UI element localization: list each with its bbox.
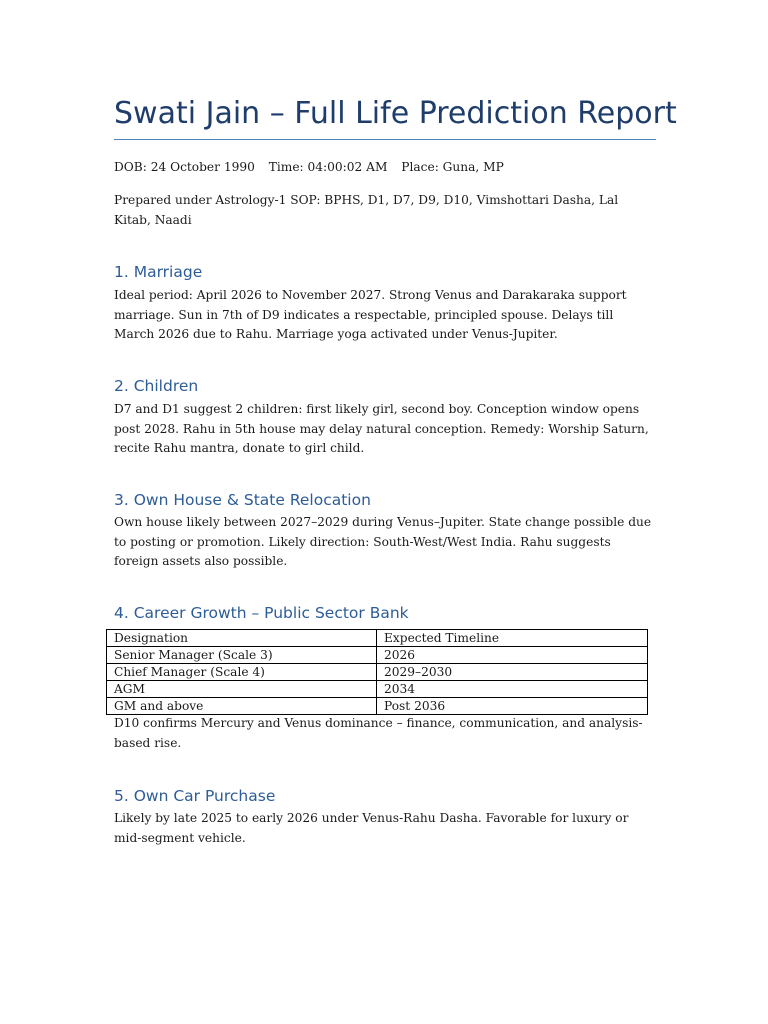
heading-car-purchase: 5. Own Car Purchase [114, 787, 276, 805]
table-cell-timeline: 2034 [377, 681, 648, 698]
career-note: D10 confirms Mercury and Venus dominance – finance, communication, and analysis-based rise. [114, 716, 643, 750]
table-cell-timeline: 2026 [377, 647, 648, 664]
table-header-row [107, 630, 648, 647]
table-cell-designation: Chief Manager (Scale 4) [107, 664, 377, 681]
table-row [107, 664, 648, 681]
table-row [107, 647, 648, 664]
dob-text: DOB: 24 October 1990 [114, 160, 255, 174]
prepared-note: Prepared under Astrology-1 SOP: BPHS, D1, D7, D9, D10, Vimshottari Dasha, Lal Kitab, Naadi [114, 193, 619, 227]
table-cell-designation: Senior Manager (Scale 3) [107, 647, 377, 664]
document-title: Swati Jain – Full Life Prediction Report [114, 96, 677, 131]
table-cell-designation: AGM [107, 681, 377, 698]
table-cell-designation: GM and above [107, 698, 377, 715]
marriage-body: Ideal period: April 2026 to November 2027. Strong Venus and Darakaraka support marriage. Sun in 7th of D9 indicates a respectable, principled spouse. Delays till March 2026 due to Rahu. Marriage yoga activated under Venus-Jupiter. [114, 288, 627, 341]
heading-children: 2. Children [114, 377, 199, 395]
house-body: Own house likely between 2027–2029 during Venus–Jupiter. State change possible due to posting or promotion. Likely direction: South-West/West India. Rahu suggests foreign assets also possible. [114, 515, 652, 568]
birth-details [114, 158, 654, 178]
heading-career: 4. Career Growth – Public Sector Bank [114, 604, 409, 622]
table-row [107, 681, 648, 698]
table-header-timeline: Expected Timeline [377, 630, 648, 647]
title-underline [114, 139, 656, 140]
children-body: D7 and D1 suggest 2 children: first likely girl, second boy. Conception window opens post 2028. Rahu in 5th house may delay natural conception. Remedy: Worship Saturn, recite Rahu mantra, donate to girl child. [114, 402, 649, 455]
heading-marriage: 1. Marriage [114, 263, 203, 281]
table-header-designation: Designation [107, 630, 377, 647]
table-cell-timeline: Post 2036 [377, 698, 648, 715]
time-text: Time: 04:00:02 AM [268, 160, 388, 174]
car-body: Likely by late 2025 to early 2026 under Venus-Rahu Dasha. Favorable for luxury or mid-segment vehicle. [114, 811, 629, 845]
table-row [107, 698, 648, 715]
heading-house-relocation: 3. Own House & State Relocation [114, 491, 371, 509]
place-text: Place: Guna, MP [401, 160, 504, 174]
career-table [106, 629, 648, 715]
table-cell-timeline: 2029–2030 [377, 664, 648, 681]
